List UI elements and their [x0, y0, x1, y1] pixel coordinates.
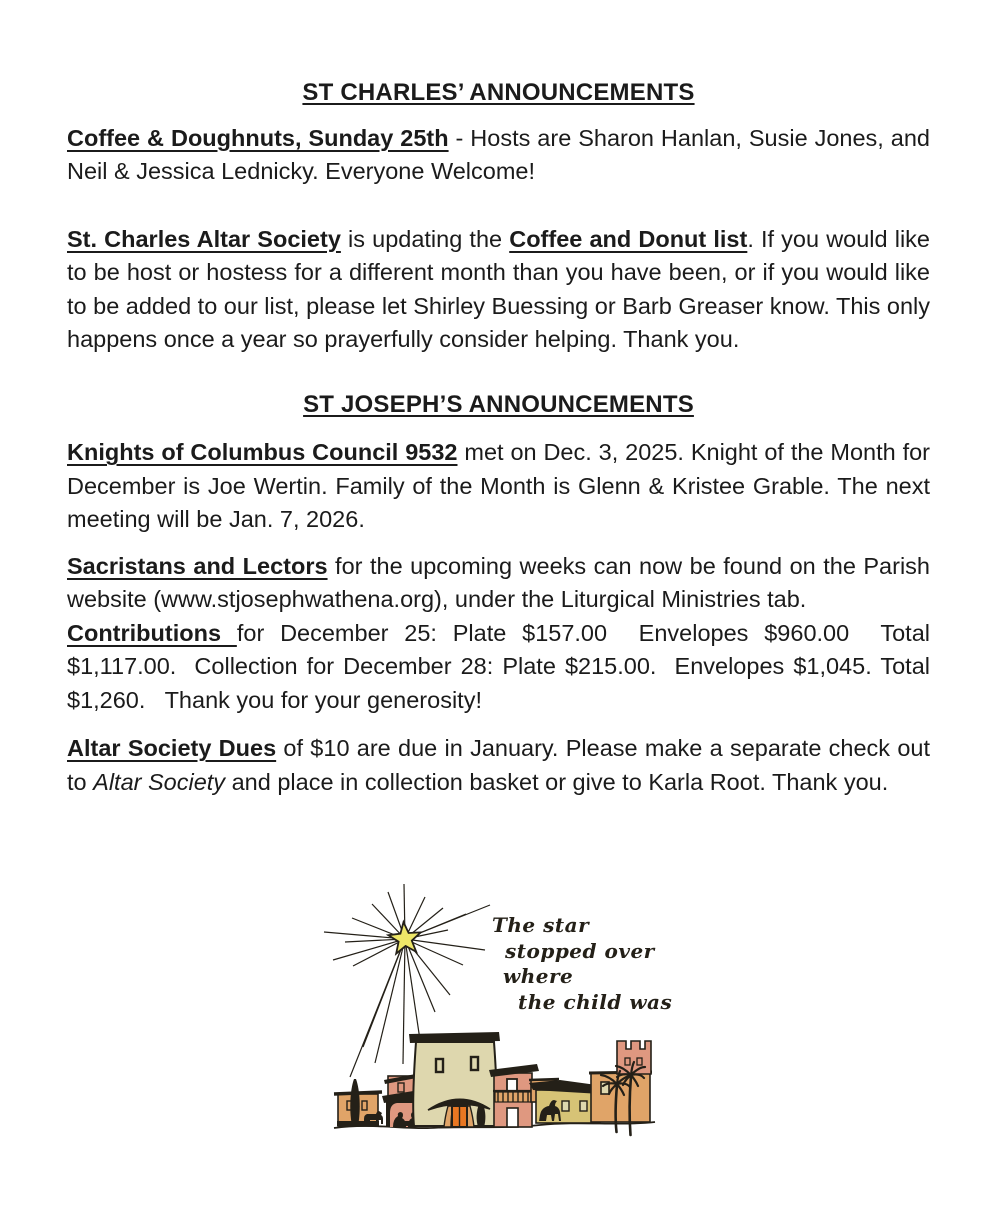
- bulletin-page: [67, 76, 930, 799]
- illustration-caption: [492, 913, 672, 1014]
- paragraph-contributions: [67, 617, 930, 718]
- nativity-illustration: [300, 870, 720, 1160]
- door-icon: [507, 1108, 518, 1127]
- window-icon: [562, 1101, 569, 1111]
- text-sacristans: for the upcoming weeks can now be found on the Parish website (www.stjosephwathena.org), under the Liturgical Ministries tab.: [67, 552, 930, 612]
- lead-altar-dues: Altar Society Dues: [67, 735, 277, 761]
- text-altar-society-rest: . If you would like to be host or hostess for a different month than you have been, or if you would like to be added to our list, please let Shirley Buessing or Barb Greaser know. This only happens once a year so prayerfully consider helping. Thank you.: [67, 225, 931, 352]
- window-icon: [625, 1058, 630, 1065]
- text-knights: met on Dec. 3, 2025. Knight of the Month for December is Joe Wertin. Family of the Month is Glenn & Kristee Grable. The next meeting will be Jan. 7, 2026.: [67, 439, 930, 532]
- cypress-tree-icon: [350, 1079, 359, 1126]
- italic-altar-society: Altar Society: [93, 768, 226, 795]
- window-icon: [398, 1083, 404, 1092]
- paragraph-knights: [67, 436, 930, 537]
- paragraph-altar-society-update: [67, 223, 930, 357]
- paragraph-sacristans: [67, 550, 930, 617]
- caption-line-2: stopped over: [505, 939, 655, 963]
- village-scene: [334, 1032, 655, 1135]
- heading-st-josephs: ST JOSEPH’S ANNOUNCEMENTS: [303, 390, 694, 418]
- small-cypress-icon: [477, 1104, 486, 1127]
- caption-line-1: The star: [492, 913, 590, 937]
- heading-st-charles: ST CHARLES’ ANNOUNCEMENTS: [302, 79, 695, 106]
- manger-icon: [404, 1121, 412, 1126]
- window-icon: [471, 1057, 478, 1070]
- central-inn: [409, 1032, 500, 1127]
- lead-knights: Knights of Columbus Council 9532: [67, 439, 458, 465]
- window-icon: [580, 1101, 587, 1111]
- paragraph-coffee-doughnuts: [67, 122, 930, 189]
- window-icon: [436, 1059, 443, 1072]
- text-coffee-doughnuts: - Hosts are Sharon Hanlan, Susie Jones, and Neil & Jessica Lednicky. Everyone Welcome!: [67, 124, 930, 184]
- window-icon: [362, 1101, 367, 1110]
- text-altar-dues-rest: and place in collection basket or give to Karla Root. Thank you.: [225, 768, 889, 795]
- lead-sacristans: Sacristans and Lectors: [67, 552, 328, 579]
- caption-line-4: the child was: [518, 990, 673, 1014]
- paragraph-altar-dues: [67, 732, 930, 799]
- window-icon: [637, 1058, 642, 1065]
- text-contributions: for December 25: Plate $157.00 Envelopes $960.00 Total $1,117.00. Collection for December 28: Plate $215.00. Envelopes $1,045. Total $1,260. Thank you for your generosity!: [67, 619, 931, 713]
- lead-contributions: Contributions: [67, 619, 237, 646]
- text-altar-dues-mid: of $10 are due in January. Please make a separate check out to: [67, 735, 930, 795]
- balcony-railing: [498, 1092, 528, 1102]
- lead-altar-society: St. Charles Altar Society: [67, 225, 341, 252]
- caption-line-3: where: [503, 964, 574, 988]
- lead-coffee-doughnuts: Coffee & Doughnuts, Sunday 25th: [67, 124, 449, 151]
- lead-coffee-donut-list: Coffee and Donut list: [509, 225, 748, 252]
- text-altar-society-mid: is updating the: [340, 225, 510, 252]
